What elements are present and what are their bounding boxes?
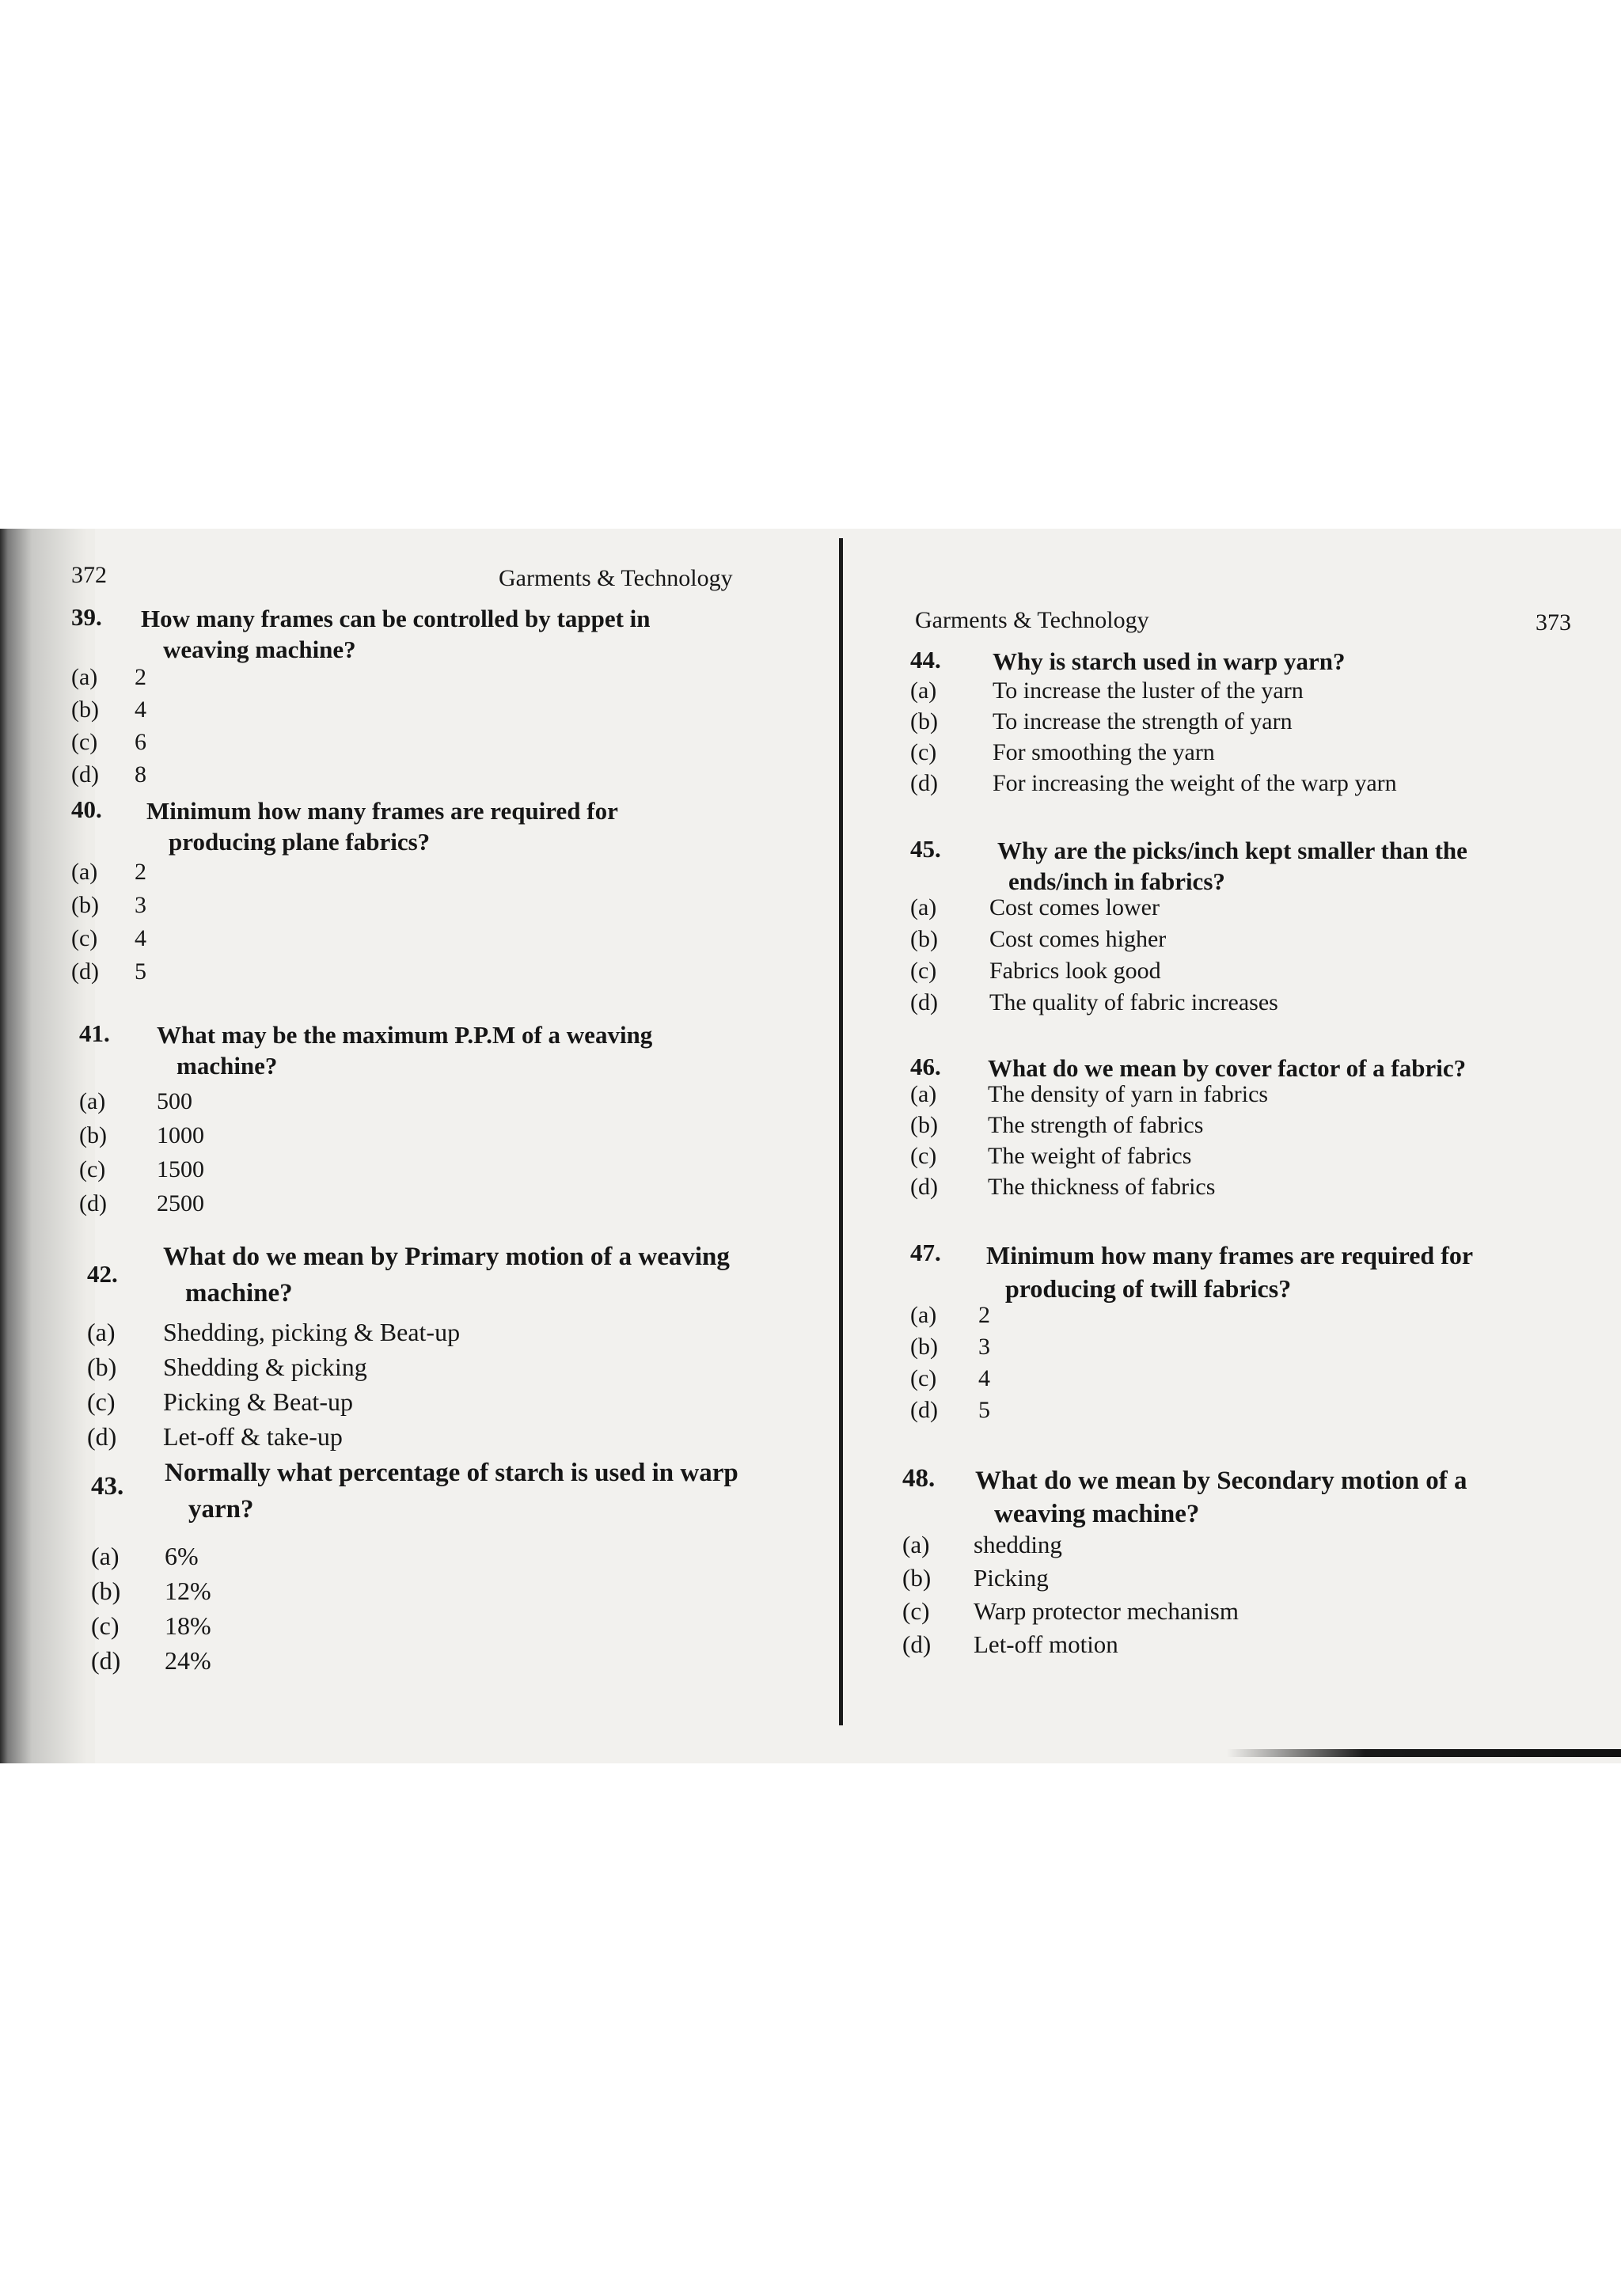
option-a: (a) 6% xyxy=(91,1542,199,1570)
option-b: (b) 3 xyxy=(71,892,146,918)
question-line: Minimum how many frames are required for xyxy=(986,1241,1474,1269)
option-c: (c) The weight of fabrics xyxy=(910,1143,1192,1169)
question-number: 46. xyxy=(910,1053,941,1080)
option-c: (c) Warp protector mechanism xyxy=(902,1597,1239,1625)
question-line: What may be the maximum P.P.M of a weaving xyxy=(157,1021,653,1049)
option-c: (c) For smoothing the yarn xyxy=(910,739,1215,765)
question-43 xyxy=(91,1455,795,1684)
question-45 xyxy=(910,835,1583,1025)
option-b: (b) Shedding & picking xyxy=(87,1353,367,1381)
question-number: 47. xyxy=(910,1239,941,1266)
option-d: (d) For increasing the weight of the warp yarn xyxy=(910,770,1397,796)
question-line: How many frames can be controlled by tappet in xyxy=(141,605,651,632)
question-line: weaving machine? xyxy=(994,1500,1200,1528)
question-line: Why are the picks/inch kept smaller than the xyxy=(997,837,1467,864)
question-text xyxy=(165,1455,795,1528)
page-number: 373 xyxy=(1536,609,1571,636)
option-d: (d) Let-off motion xyxy=(902,1630,1118,1658)
option-a: (a) shedding xyxy=(902,1531,1062,1558)
question-44 xyxy=(910,646,1583,804)
question-number: 45. xyxy=(910,835,941,863)
question-text xyxy=(146,795,760,857)
option-b: (b) Picking xyxy=(902,1564,1049,1592)
question-number: 40. xyxy=(71,795,102,823)
option-b: (b) Cost comes higher xyxy=(910,926,1167,952)
question-line: yarn? xyxy=(188,1495,254,1524)
question-42 xyxy=(87,1239,784,1468)
book-spine-divider xyxy=(839,538,843,1725)
question-text xyxy=(993,646,1578,677)
option-b: (b) To increase the strength of yarn xyxy=(910,708,1293,734)
question-line: weaving machine? xyxy=(163,636,356,663)
option-b: (b) 12% xyxy=(91,1577,211,1605)
question-line: Normally what percentage of starch is used in warp xyxy=(165,1459,738,1487)
option-b: (b) The strength of fabrics xyxy=(910,1112,1204,1138)
question-line: What do we mean by Primary motion of a weaving xyxy=(163,1243,730,1271)
question-number: 43. xyxy=(91,1472,124,1501)
question-line: ends/inch in fabrics? xyxy=(1008,867,1225,895)
question-text xyxy=(163,1239,784,1311)
option-c: (c) 6 xyxy=(71,729,146,755)
question-line: machine? xyxy=(185,1279,293,1307)
question-text xyxy=(157,1019,776,1081)
option-a: (a) To increase the luster of the yarn xyxy=(910,677,1304,704)
option-d: (d) 8 xyxy=(71,761,146,787)
question-number: 44. xyxy=(910,646,941,674)
question-line: Why is starch used in warp yarn? xyxy=(993,647,1346,675)
option-a: (a) 500 xyxy=(79,1088,192,1114)
option-b: (b) 3 xyxy=(910,1334,990,1360)
option-b: (b) 1000 xyxy=(79,1122,204,1148)
question-number: 39. xyxy=(71,603,102,631)
question-46 xyxy=(910,1053,1583,1211)
question-line: Minimum how many frames are required for xyxy=(146,797,618,825)
question-number: 41. xyxy=(79,1019,110,1047)
question-text xyxy=(988,1053,1574,1083)
question-line: What do we mean by cover factor of a fabric? xyxy=(988,1054,1467,1082)
question-text xyxy=(986,1239,1581,1305)
question-41 xyxy=(79,1019,776,1225)
question-number: 42. xyxy=(87,1260,118,1288)
option-d: (d) Let-off & take-up xyxy=(87,1422,343,1451)
option-d: (d) 2500 xyxy=(79,1190,204,1216)
option-c: (c) Picking & Beat-up xyxy=(87,1387,353,1416)
running-head: Garments & Technology xyxy=(499,565,733,591)
option-d: (d) The quality of fabric increases xyxy=(910,989,1278,1015)
option-d: (d) The thickness of fabrics xyxy=(910,1174,1216,1200)
option-a: (a) Cost comes lower xyxy=(910,894,1160,920)
question-text xyxy=(141,603,760,665)
question-39 xyxy=(71,603,760,793)
question-text xyxy=(997,835,1583,897)
question-47 xyxy=(910,1239,1583,1436)
question-line: machine? xyxy=(177,1052,278,1080)
question-line: producing of twill fabrics? xyxy=(1005,1274,1292,1303)
option-d: (d) 5 xyxy=(910,1397,990,1423)
option-c: (c) Fabrics look good xyxy=(910,958,1161,984)
question-line: producing plane fabrics? xyxy=(169,828,431,856)
question-number: 48. xyxy=(902,1464,936,1493)
page-bottom-edge xyxy=(1227,1749,1621,1757)
option-a: (a) 2 xyxy=(71,859,146,885)
option-d: (d) 5 xyxy=(71,958,146,985)
question-text xyxy=(975,1464,1585,1531)
option-c: (c) 4 xyxy=(71,925,146,951)
option-c: (c) 18% xyxy=(91,1611,211,1640)
question-line: What do we mean by Secondary motion of a xyxy=(975,1467,1467,1495)
option-d: (d) 24% xyxy=(91,1646,211,1675)
question-40 xyxy=(71,795,760,985)
question-48 xyxy=(902,1464,1583,1670)
option-c: (c) 4 xyxy=(910,1365,990,1391)
option-c: (c) 1500 xyxy=(79,1156,204,1182)
option-a: (a) 2 xyxy=(910,1302,990,1328)
page-number: 372 xyxy=(71,562,107,588)
running-head: Garments & Technology xyxy=(915,607,1149,633)
option-a: (a) Shedding, picking & Beat-up xyxy=(87,1318,461,1346)
option-b: (b) 4 xyxy=(71,696,146,723)
option-a: (a) The density of yarn in fabrics xyxy=(910,1081,1269,1107)
option-a: (a) 2 xyxy=(71,664,146,690)
